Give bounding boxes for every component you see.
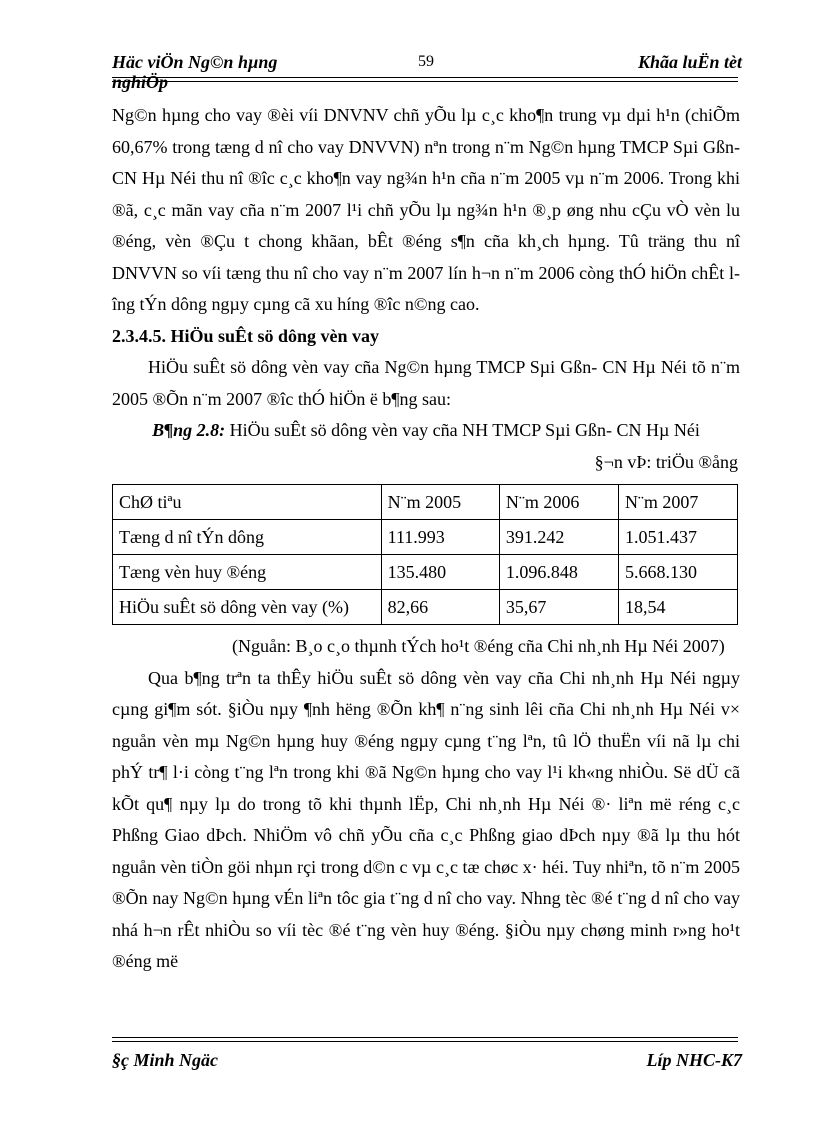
table-caption [112,415,740,447]
table-header-cell: ChØ tiªu [113,485,382,520]
table-cell: 18,54 [618,590,737,625]
footer-author: §ç Minh Ngäc [112,1050,219,1070]
table-cell: Tæng d nî tÝn dông [113,520,382,555]
header-institution [112,52,312,92]
table-unit: §¬n vÞ: triÖu ®ång [594,451,738,472]
table-header-cell: N¨m 2006 [499,485,618,520]
page-number: 59 [418,53,434,70]
table-cell: 1.096.848 [499,555,618,590]
footer-rule-top [112,1037,738,1038]
table-source: (Nguån: B¸o c¸o thµnh tÝch ho¹t ®éng cña Chi nh¸nh Hµ Néi 2007) [232,636,725,656]
table-cell: HiÖu suÊt sö dông vèn vay (%) [113,590,382,625]
page-body [112,100,740,978]
table-cell: 82,66 [381,590,499,625]
table-caption-text: HiÖu suÊt sö dông vèn vay cña NH TMCP Sµi Gßn- CN Hµ Néi [225,420,700,440]
header-document-type: Khãa luËn tèt [637,52,742,72]
table-header-cell: N¨m 2005 [381,485,499,520]
table-row [113,590,738,625]
section-heading: 2.3.4.5. HiÖu suÊt sö dông vèn vay [112,325,380,346]
paragraph-analysis: Qua b¶ng trªn ta thÊy hiÖu suÊt sö dông vèn vay cña Chi nh¸nh Hµ Néi ngµy cµng gi¶m sót. §iÒu nµy ¶nh hëng ®Õn kh¶ n¨ng sinh lêi cña Chi nh¸nh Hµ Néi v× nguån vèn mµ Ng©n hµng huy ®éng ngµy cµng t¨ng lªn, tû lÖ thuËn víi nã lµ chi phÝ tr¶ l·i còng t¨ng lªn trong khi ®ã Ng©n hµng cho vay l¹i kh«ng nhiÒu. Së dÜ cã kÕt qu¶ nµy lµ do trong tõ khi thµnh lËp, Chi nh¸nh Hµ Néi ®· liªn më réng c¸c Phßng Giao dÞch. NhiÖm vô chñ yÕu cña c¸c Phßng giao dÞch nµy ®ã lµ thu hót nguån vèn tiÒn göi nhµn rçi trong d©n c vµ c¸c tæ chøc x· héi. Tuy nhiªn, tõ n¨m 2005 ®Õn nay Ng©n hµng vÉn liªn tôc gia t¨ng d nî cho vay. Nhng tèc ®é t¨ng d nî cho vay nhá h¬n rÊt nhiÒu so víi tèc ®é t¨ng vèn huy ®éng. §iÒu nµy chøng minh r»ng ho¹t ®éng më [112,667,740,971]
table-row [113,520,738,555]
page-header [112,52,742,92]
table-row [113,555,738,590]
table-cell: 135.480 [381,555,499,590]
footer-class: Líp NHC-K7 [646,1050,742,1070]
table-header-row [113,485,738,520]
footer-rule-bottom [112,1041,738,1042]
efficiency-table [112,484,738,625]
paragraph-loan-repayment: Ng©n hµng cho vay ®èi víi DNVNV chñ yÕu lµ c¸c kho¶n trung vµ dµi h¹n (chiÕm 60,67% trong tæng d nî cho vay DNVVN) nªn trong n¨m Ng©n hµng TMCP Sµi Gßn- CN Hµ Néi thu nî ®îc c¸c kho¶n vay ng¾n h¹n cña n¨m 2005 vµ n¨m 2006. Trong khi ®ã, c¸c mãn vay cña n¨m 2007 l¹i chñ yÕu lµ ng¾n h¹n ®¸p øng nhu cÇu vÒ vèn lu ®éng, vèn ®Çu t chong khãan, bÊt ®éng s¶n cña kh¸ch hµng. Tû träng thu nî DNVVN so víi tæng thu nî cho vay n¨m 2007 lín h¬n n¨m 2006 còng thÓ hiÖn chÊt lîng tÝn dông ngµy cµng cã xu híng ®îc n©ng cao. [112,105,740,314]
header-rule-bottom [112,81,738,82]
table-cell: 1.051.437 [618,520,737,555]
table-header-cell: N¨m 2007 [618,485,737,520]
table-cell: 111.993 [381,520,499,555]
header-institution-cont: nghiÖp [112,72,169,92]
table-cell: 35,67 [499,590,618,625]
page-footer [112,1050,742,1074]
table-caption-label: B¶ng 2.8: [152,420,226,440]
table-cell: 391.242 [499,520,618,555]
table-cell: Tæng vèn huy ®éng [113,555,382,590]
paragraph-efficiency-intro: HiÖu suÊt sö dông vèn vay cña Ng©n hµng TMCP Sµi Gßn- CN Hµ Néi tõ n¨m 2005 ®Õn n¨m 2007 ®îc thÓ hiÖn ë b¶ng sau: [112,357,740,409]
table-cell: 5.668.130 [618,555,737,590]
header-institution-name: Häc viÖn Ng©n hµng [112,52,278,72]
header-rule-top [112,77,738,78]
